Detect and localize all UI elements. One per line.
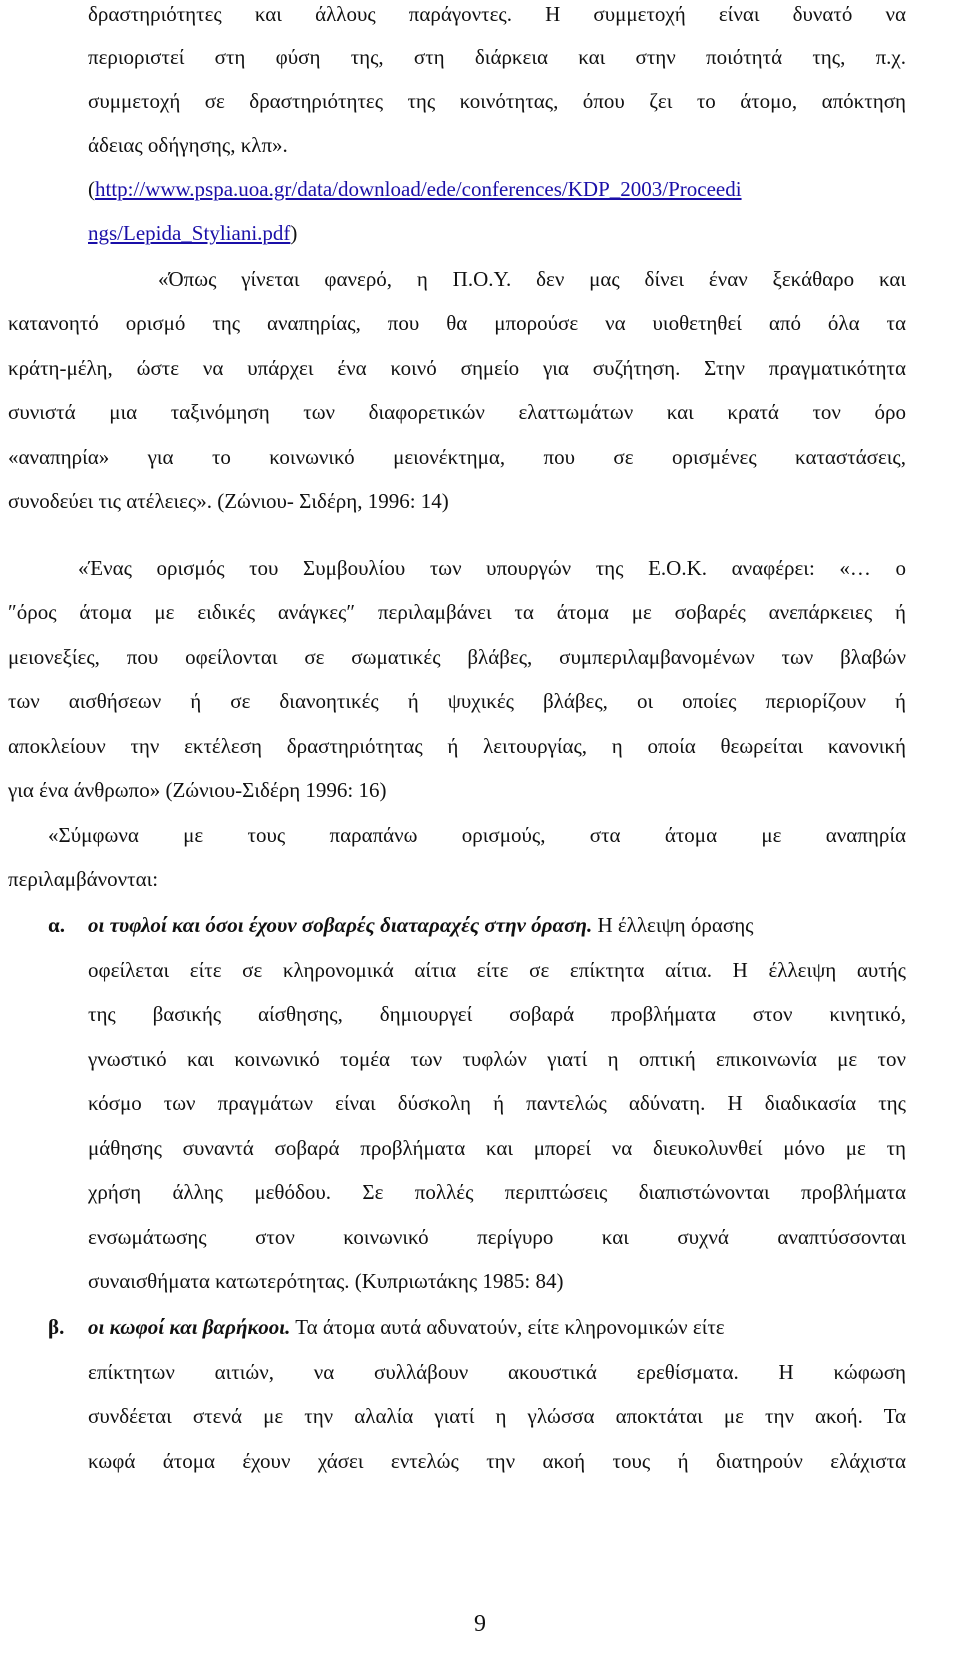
text-line: γνωστικό και κοινωνικό τομέα των τυφλών γιατί η οπτική επικοινωνία με τον	[88, 1047, 906, 1071]
text-line: μειονεξίες, που οφείλονται σε σωματικές βλάβες, συμπεριλαμβανομένων των βλαβών	[8, 645, 906, 669]
text-line: περιλαμβάνονται:	[8, 867, 159, 891]
list-item-b-heading-line	[88, 1305, 725, 1350]
list-item-a-heading: οι τυφλοί και όσοι έχουν σοβαρές διαταραχές στην όραση.	[88, 913, 593, 937]
list-item-a-heading-line	[88, 903, 906, 948]
text-line: κόσμο των πραγμάτων είναι δύσκολη ή παντελώς αδύνατη. Η διαδικασία της	[88, 1091, 906, 1115]
text-line: συνιστά μια ταξινόμηση των διαφορετικών ελαττωμάτων και κρατά τον όρο	[8, 400, 906, 424]
text-line: συνδέεται στενά με την αλαλία γιατί η γλώσσα αποκτάται με την ακοή. Τα	[88, 1404, 906, 1428]
reference-link-line-2	[88, 211, 297, 256]
reference-link[interactable]: http://www.pspa.uoa.gr/data/download/ede/conferences/KDP_2003/Proceedi	[95, 177, 742, 201]
text-line: «Σύμφωνα με τους παραπάνω ορισμούς, στα άτομα με αναπηρία	[48, 823, 906, 847]
text-line: άδειας οδήγησης, κλπ».	[88, 133, 288, 157]
text-line: συνοδεύει τις ατέλειες». (Ζώνιου- Σιδέρη, 1996: 14)	[8, 489, 449, 513]
text-line: συναισθήματα κατωτερότητας. (Κυπριωτάκης 1985: 84)	[88, 1269, 564, 1293]
text-line: μάθησης συναντά σοβαρά προβλήματα και μπορεί να διευκολυνθεί μόνο με τη	[88, 1136, 906, 1160]
list-item-a-text: Η έλλειψη όρασης	[592, 913, 754, 937]
text-line: περιοριστεί στη φύση της, στη διάρκεια και στην ποιότητά της, π.χ.	[88, 45, 906, 69]
paren-open: (	[88, 177, 95, 201]
page-number: 9	[474, 1611, 486, 1637]
text-line: ″όρος άτομα με ειδικές ανάγκες″ περιλαμβάνει τα άτομα με σοβαρές ανεπάρκειες ή	[8, 600, 906, 624]
list-marker-b: β.	[48, 1315, 65, 1339]
text-line: δραστηριότητες και άλλους παράγοντες. Η συμμετοχή είναι δυνατό να	[88, 2, 906, 26]
text-line: χρήση άλλης μεθόδου. Σε πολλές περιπτώσεις διαπιστώνονται προβλήματα	[88, 1180, 906, 1204]
text-line: κατανοητό ορισμό της αναπηρίας, που θα μπορούσε να υιοθετηθεί από όλα τα	[8, 311, 906, 335]
text-line: αποκλείουν την εκτέλεση δραστηριότητας ή λειτουργίας, η οποία θεωρείται κανονική	[8, 734, 906, 758]
text-line: της βασικής αίσθησης, δημιουργεί σοβαρά προβλήματα στον κινητικό,	[88, 1002, 906, 1026]
text-line: κωφά άτομα έχουν χάσει εντελώς την ακοή τους ή διατηρούν ελάχιστα	[88, 1449, 906, 1473]
text-line: συμμετοχή σε δραστηριότητες της κοινότητας, όπου ζει το άτομο, απόκτηση	[88, 89, 906, 113]
text-line: για ένα άνθρωπο» (Ζώνιου-Σιδέρη 1996: 16)	[8, 778, 387, 802]
text-line: οφείλεται είτε σε κληρονομικά αίτια είτε σε επίκτητα αίτια. Η έλλειψη αυτής	[88, 958, 906, 982]
text-line: «Όπως γίνεται φανερό, η Π.Ο.Υ. δεν μας δίνει έναν ξεκάθαρο και	[158, 267, 906, 291]
paren-close: )	[290, 221, 298, 245]
text-line: «Ένας ορισμός του Συμβουλίου των υπουργών της Ε.Ο.Κ. αναφέρει: «… ο	[78, 556, 906, 580]
reference-link-line-1	[88, 167, 742, 212]
text-line: κράτη-μέλη, ώστε να υπάρχει ένα κοινό σημείο για συζήτηση. Στην πραγματικότητα	[8, 356, 906, 380]
text-line: των αισθήσεων ή σε διανοητικές ή ψυχικές βλάβες, οι οποίες περιορίζουν ή	[8, 689, 906, 713]
list-marker-a: α.	[48, 913, 65, 937]
text-line: επίκτητων αιτιών, να συλλάβουν ακουστικά ερεθίσματα. Η κώφωση	[88, 1360, 906, 1384]
list-item-b-heading: οι κωφοί και βαρήκοοι.	[88, 1315, 291, 1339]
text-line: ενσωμάτωσης στον κοινωνικό περίγυρο και συχνά αναπτύσσονται	[88, 1225, 906, 1249]
text-line: «αναπηρία» για το κοινωνικό μειονέκτημα, που σε ορισμένες καταστάσεις,	[8, 445, 906, 469]
list-item-b-text: Τα άτομα αυτά αδυνατούν, είτε κληρονομικών είτε	[290, 1315, 725, 1339]
reference-link-continued[interactable]: ngs/Lepida_Styliani.pdf	[88, 221, 291, 245]
